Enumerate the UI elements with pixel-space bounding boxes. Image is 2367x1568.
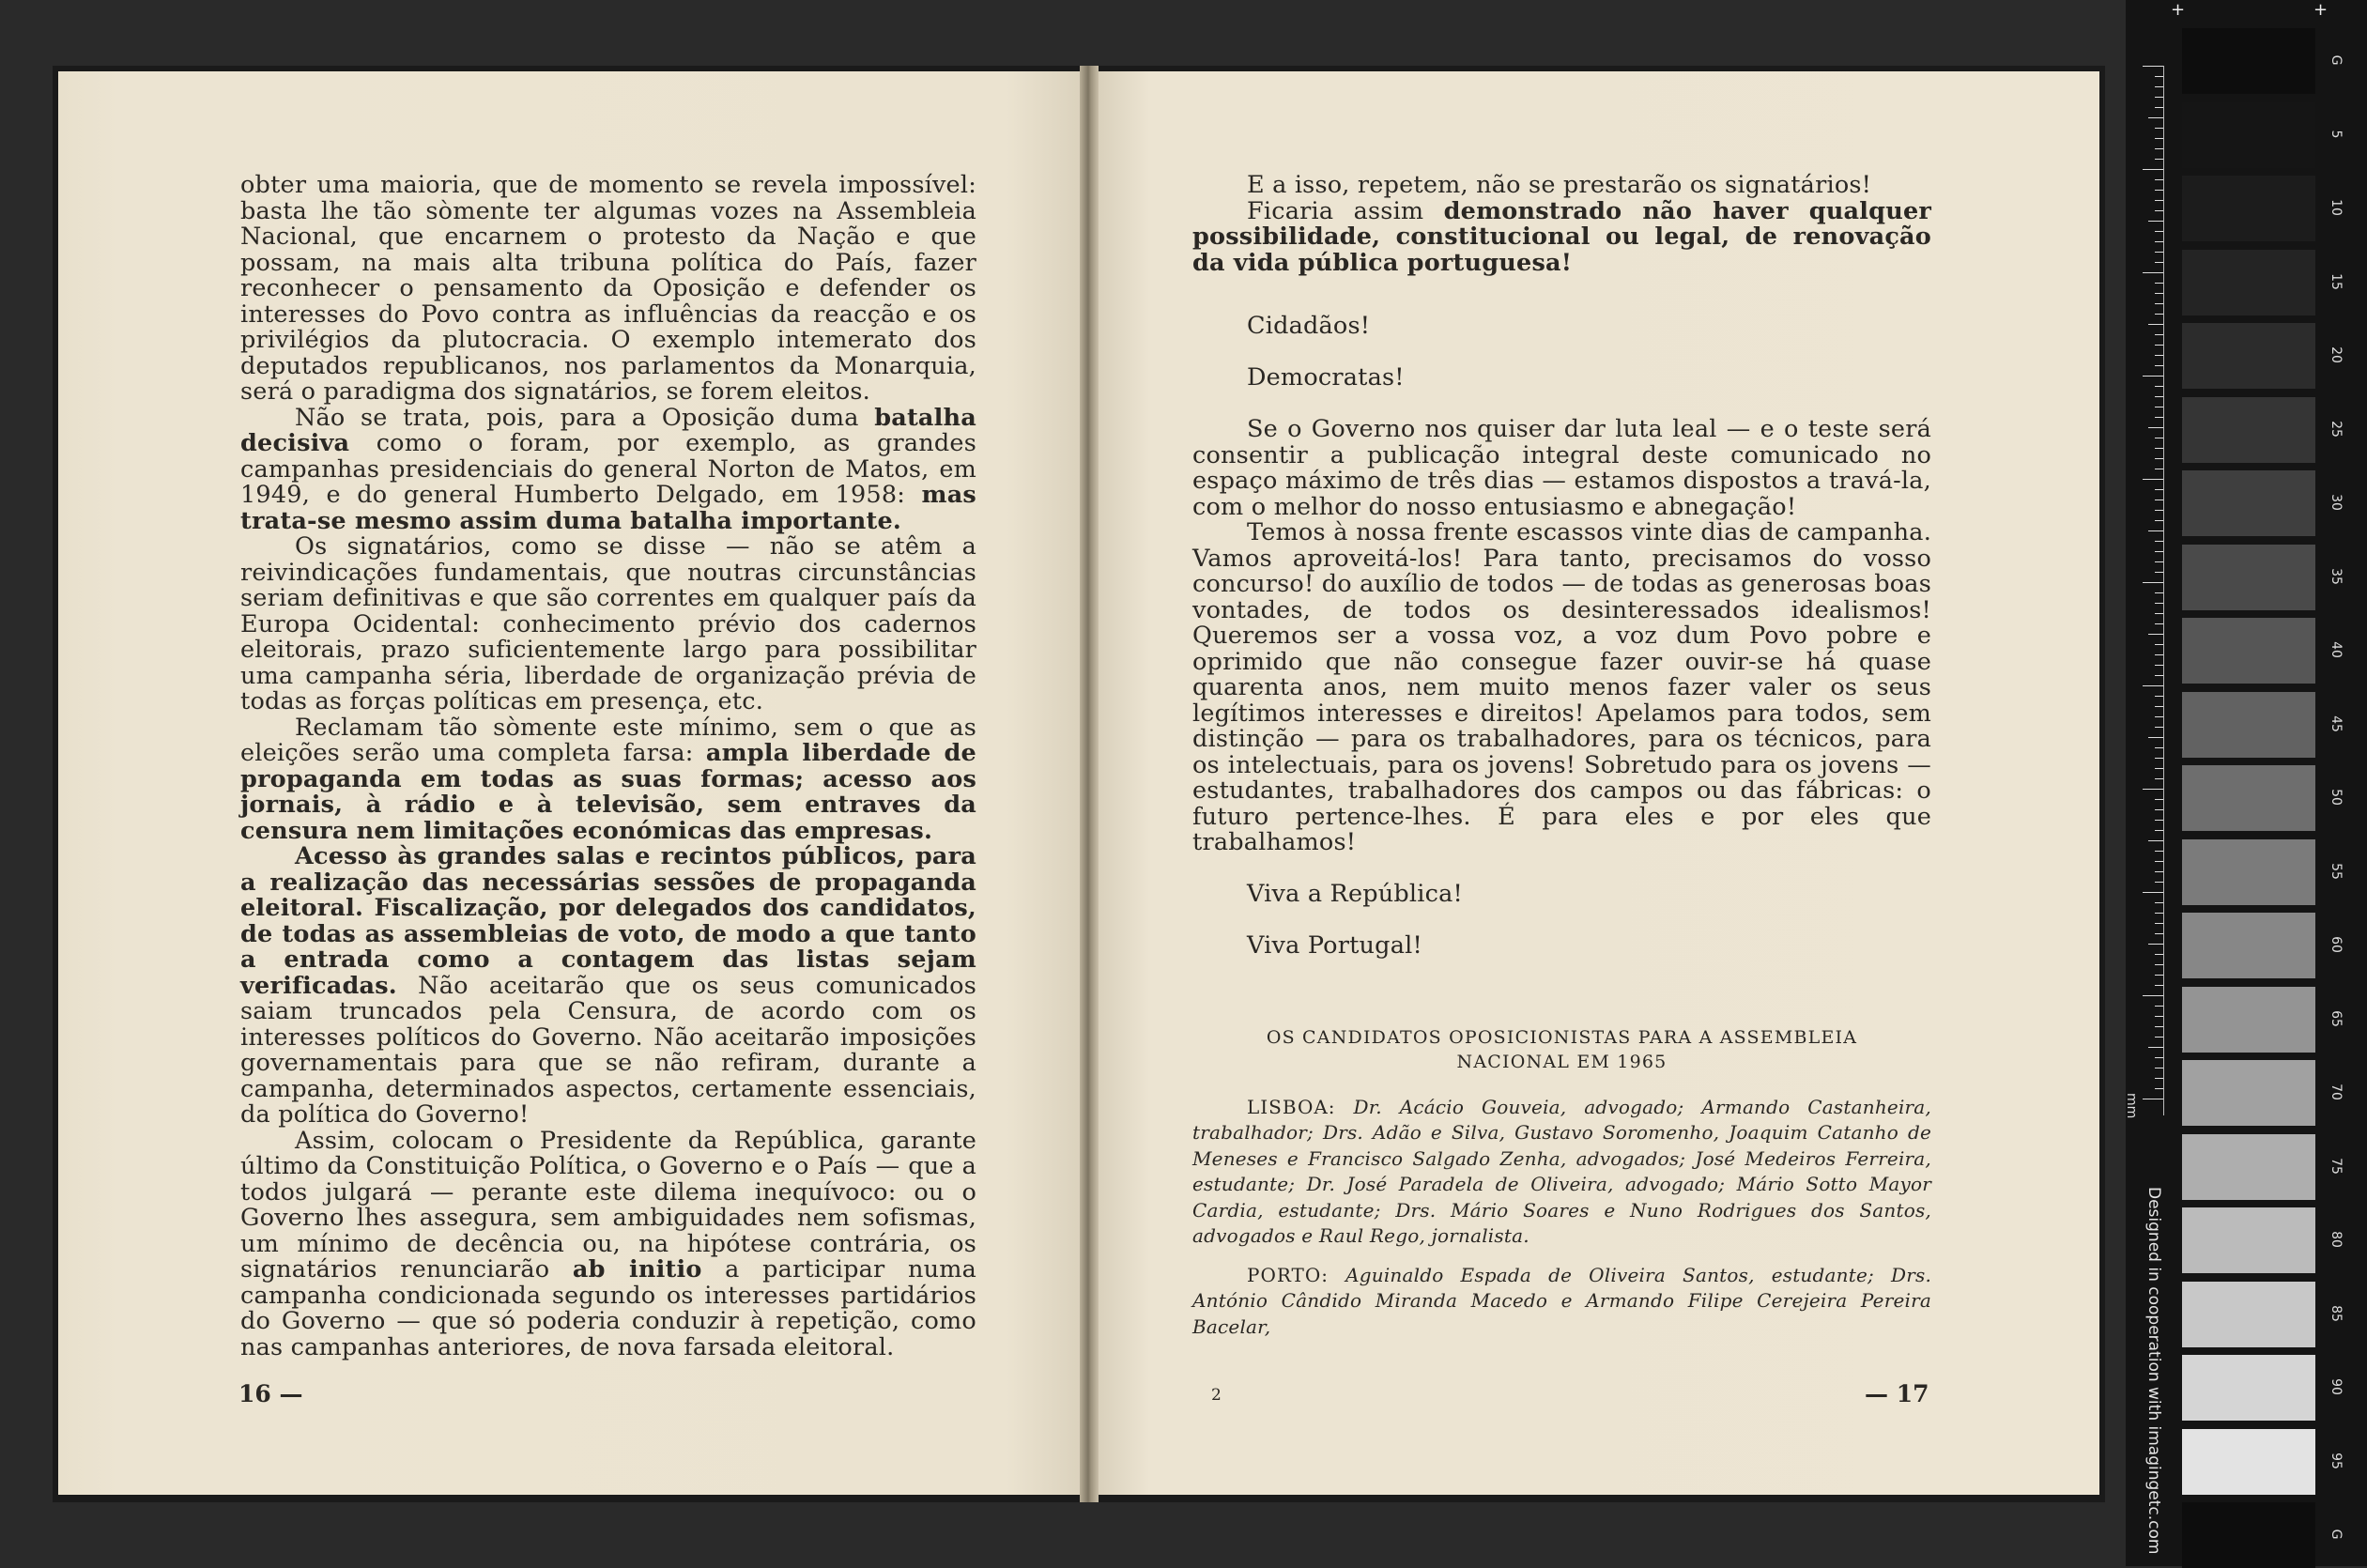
ruler-tick <box>2155 138 2163 139</box>
ruler-tick <box>2148 840 2163 841</box>
ruler-tick <box>2148 1047 2163 1048</box>
gray-patch-label: 60 <box>2329 936 2344 953</box>
gray-patch <box>2182 618 2315 684</box>
ruler-tick <box>2148 530 2163 531</box>
ruler-tick <box>2155 985 2163 986</box>
salutation-citizens: Cidadãos! <box>1247 312 1371 340</box>
place-lisboa: LISBOA: <box>1247 1095 1336 1118</box>
gray-patch-label: 35 <box>2329 567 2344 585</box>
gray-patch-label: 85 <box>2329 1304 2344 1322</box>
ruler-tick <box>2148 737 2163 738</box>
gray-patch-label: G <box>2329 54 2344 66</box>
gray-patch <box>2182 1134 2315 1200</box>
ruler-tick <box>2155 768 2163 769</box>
signature-mark: 2 <box>1211 1386 1222 1405</box>
gray-patch-label: 80 <box>2329 1231 2344 1248</box>
ruler-tick <box>2155 716 2163 717</box>
ruler-tick <box>2148 634 2163 635</box>
left-paragraph-5: Acesso às grandes salas e recintos públicos, para a realização das necessárias sessões de propaganda eleitoral. Fiscalização, por delegados dos candidatos, de todas as assembleias de voto, de modo a que tanto a entrada como a contagem das listas sejam verificadas. Não aceitarão que os seus comunicados saiam truncados pela Censura, de acordo com os interesses políticos do Governo. Não aceitarão imposições governamentais para que se não refiram, durante a campanha, determinados aspectos, certamente essenciais, da política do Governo! <box>240 842 976 1129</box>
right-intro-paragraph-2: Ficaria assim demonstrado não haver qualquer possibilidade, constitucional ou legal, de renovação da vida pública portuguesa! <box>1192 196 1931 277</box>
gray-patch <box>2182 28 2315 94</box>
gray-patch-label: 75 <box>2329 1157 2344 1175</box>
ruler-tick <box>2155 923 2163 924</box>
ruler-tick <box>2155 386 2163 387</box>
gray-patch <box>2182 1207 2315 1273</box>
ruler-tick <box>2155 747 2163 748</box>
chart-credit: Designed in cooperation with imagingetc.com <box>2144 1187 2163 1555</box>
ruler-tick <box>2155 210 2163 211</box>
ruler-tick <box>2155 76 2163 77</box>
ruler-tick <box>2155 1026 2163 1027</box>
ruler-tick <box>2155 510 2163 511</box>
ruler-tick <box>2143 479 2163 480</box>
candidates-heading: OS CANDIDATOS OPOSICIONISTAS PARA A ASSEMBLEIA NACIONAL EM 1965 <box>1266 1026 1858 1072</box>
gray-patch <box>2182 323 2315 389</box>
ruler-tick <box>2143 66 2163 67</box>
ruler-tick <box>2155 665 2163 666</box>
ruler-tick <box>2155 148 2163 149</box>
gray-patch <box>2182 176 2315 241</box>
ruler-tick <box>2155 675 2163 676</box>
ruler-tick <box>2155 696 2163 697</box>
ruler-tick <box>2155 1037 2163 1038</box>
closing-portugal: Viva Portugal! <box>1247 931 1422 960</box>
right-page-body <box>1192 173 1931 1340</box>
ruler-tick <box>2155 1016 2163 1017</box>
gray-patch-label: 5 <box>2329 130 2344 138</box>
ruler-tick <box>2155 561 2163 562</box>
left-paragraph-3: Os signatários, como se disse — não se atêm a reivindicações fundamentais, que noutras circunstâncias seriam definitivas e que são correntes em qualquer país da Europa Ocidental: conhecimento prévio dos cadernos eleitorais, prazo suficientemente largo para possibilitar uma campanha séria, liberdade de organização prévia de todas as forças políticas em presença, etc. <box>240 532 976 715</box>
ruler-tick <box>2155 778 2163 779</box>
gray-patch-label: G <box>2329 1529 2344 1540</box>
ruler-tick <box>2155 830 2163 831</box>
ruler-tick <box>2143 685 2163 686</box>
ruler-tick <box>2143 582 2163 583</box>
ruler-tick <box>2155 365 2163 366</box>
ruler-tick <box>2143 272 2163 273</box>
right-appeal-paragraph-1: Se o Governo nos quiser dar luta leal — e o teste será consentir a publicação integral deste comunicado no espaço máximo de três dias — estamos dispostos a travá-la, com o melhor do nosso entusiasmo e abnegação! <box>1192 415 1931 521</box>
gray-patch-label: 20 <box>2329 346 2344 363</box>
gray-patch <box>2182 1060 2315 1126</box>
ruler-tick <box>2148 944 2163 945</box>
gray-patch <box>2182 397 2315 463</box>
ruler-tick <box>2148 324 2163 325</box>
ruler-tick <box>2155 644 2163 645</box>
ruler-tick <box>2155 200 2163 201</box>
gray-patch-label: 95 <box>2329 1452 2344 1469</box>
ruler-tick <box>2155 871 2163 872</box>
gray-patch-label: 50 <box>2329 789 2344 806</box>
ruler-tick <box>2143 789 2163 790</box>
left-paragraph-6: Assim, colocam o Presidente da República, garante último da Constituição Política, o Governo e o País — que a todos julgará — perante este dilema inequívoco: ou o Governo lhes assegura, sem ambiguidades nem sofismas, um mínimo de decência ou, na hipótese contrária, os signatários renunciarão ab initio a participar numa campanha condicionada segundo os interesses partidários do Governo — que só poderia conduzir à repetição, como nas campanhas anteriores, de nova farsada eleitoral. <box>240 1126 977 1361</box>
ruler-tick <box>2155 190 2163 191</box>
ruler-tick <box>2155 933 2163 934</box>
mm-ruler <box>2135 66 2164 1115</box>
ruler-tick <box>2155 345 2163 346</box>
ruler-tick <box>2155 820 2163 821</box>
right-appeal-paragraph-2: Temos à nossa frente escassos vinte dias de campanha. Vamos aproveitá-los! Para tanto, precisamos do vosso concurso! do auxílio de todos — de todas as generosas boas vontades, de todos os desinteressados idealismos! Queremos ser a vossa voz, a voz dum Povo pobre e oprimido que não consegue fazer ouvir-se há quase quarenta anos, nem muito menos fazer valer os seus legítimos interesses e direitos! Apelamos para todos, sem distinção — para os trabalhadores, para os técnicos, para os intelectuais, para os jovens! Sobretudo para os jovens — estudantes, trabalhadores dos campos ou das fábricas: o futuro pertence-lhes. É para eles e por eles que trabalhamos! <box>1192 518 1931 856</box>
ruler-tick <box>2155 541 2163 542</box>
gray-patch <box>2182 765 2315 831</box>
gray-patch <box>2182 545 2315 610</box>
ruler-tick <box>2155 861 2163 862</box>
ruler-tick <box>2143 169 2163 170</box>
ruler-tick <box>2155 758 2163 759</box>
left-page-body <box>240 173 976 1360</box>
gray-patch-label: 40 <box>2329 641 2344 658</box>
ruler-tick <box>2155 252 2163 253</box>
ruler-tick <box>2155 975 2163 976</box>
candidates-lisboa <box>1192 1095 1931 1250</box>
ruler-tick <box>2155 262 2163 263</box>
ruler-tick <box>2155 489 2163 490</box>
right-intro-paragraphs <box>1192 173 1931 276</box>
ruler-tick <box>2155 179 2163 180</box>
page-number-left: 16 — <box>238 1380 303 1407</box>
ruler-tick <box>2155 293 2163 294</box>
gray-patch-label: 55 <box>2329 862 2344 880</box>
color-calibration-chart <box>2126 0 2367 1566</box>
candidates-porto <box>1192 1263 1931 1341</box>
left-paragraph-1: obter uma maioria, que de momento se revela impossível: basta lhe tão sòmente ter algumas vozes na Assembleia Nacional, que encarnem o protesto da Nação e que possam, na mais alta tribuna política do País, fazer reconhecer o pensamento da Oposição e defender os interesses do Povo contra as influências da reacção e os privilégios da plutocracia. O exemplo intemerato dos deputados republicanos, nos parlamentos da Monarquia, será o paradigma dos signatários, se forem eleitos. <box>240 171 976 406</box>
gray-patch <box>2182 470 2315 536</box>
gray-patch-label: 45 <box>2329 715 2344 732</box>
ruler-tick <box>2155 97 2163 98</box>
left-paragraph-4: Reclamam tão sòmente este mínimo, sem o que as eleições serão uma completa farsa: ampla liberdade de propaganda em todas as suas formas; acesso aos jornais, à rádio e à televisão, sem entraves da censura nem limitações económicas das empresas. <box>240 713 976 845</box>
ruler-tick <box>2155 355 2163 356</box>
right-appeal-paragraphs <box>1192 417 1931 856</box>
ruler-tick <box>2155 851 2163 852</box>
gray-patch <box>2182 250 2315 315</box>
ruler-tick <box>2155 241 2163 242</box>
names-porto: Aguinaldo Espada de Oliveira Santos, estudante; Drs. António Cândido Miranda Macedo e Armando Filipe Cerejeira Pereira Bacelar, <box>1192 1263 1932 1338</box>
ruler-tick <box>2155 603 2163 604</box>
gray-patch-label: 65 <box>2329 1009 2344 1027</box>
ruler-tick <box>2155 1088 2163 1089</box>
gray-patch <box>2182 1429 2315 1495</box>
right-intro-paragraph-1: E a isso, repetem, não se prestarão os signatários! <box>1247 171 1872 199</box>
ruler-tick <box>2155 417 2163 418</box>
gray-patch-label: 90 <box>2329 1378 2344 1395</box>
ruler-tick <box>2155 727 2163 728</box>
registration-mark-left: + <box>2171 0 2186 20</box>
ruler-tick <box>2155 448 2163 449</box>
ruler-tick <box>2155 86 2163 87</box>
ruler-tick <box>2155 520 2163 521</box>
gray-patch <box>2182 987 2315 1053</box>
ruler-tick <box>2155 458 2163 459</box>
gray-patch-label: 70 <box>2329 1084 2344 1100</box>
ruler-tick <box>2155 954 2163 955</box>
ruler-tick <box>2155 334 2163 335</box>
ruler-tick <box>2143 995 2163 996</box>
left-paragraph-2: Não se trata, pois, para a Oposição duma batalha decisiva como o foram, por exemplo, as grandes campanhas presidenciais do general Norton de Matos, em 1949, e do general Humberto Delgado, em 1958: mas trata-se mesmo assim duma batalha importante. <box>240 403 976 535</box>
place-porto: PORTO: <box>1247 1263 1330 1286</box>
ruler-tick <box>2155 1057 2163 1058</box>
gray-patch <box>2182 839 2315 905</box>
ruler-tick <box>2155 159 2163 160</box>
gray-patch <box>2182 1282 2315 1347</box>
ruler-tick <box>2155 809 2163 810</box>
gray-patch <box>2182 692 2315 758</box>
ruler-tick <box>2155 654 2163 655</box>
ruler-tick <box>2148 221 2163 222</box>
registration-mark-right: + <box>2313 0 2329 20</box>
ruler-unit-label: mm <box>2124 1093 2139 1119</box>
ruler-tick <box>2155 303 2163 304</box>
ruler-tick <box>2155 107 2163 108</box>
ruler-tick <box>2143 376 2163 377</box>
ruler-tick <box>2148 427 2163 428</box>
ruler-tick <box>2155 706 2163 707</box>
ruler-tick <box>2155 623 2163 624</box>
ruler-tick <box>2155 1006 2163 1007</box>
gray-patch-label: 25 <box>2329 420 2344 438</box>
ruler-tick <box>2155 1078 2163 1079</box>
page-number-right: — 17 <box>1865 1380 1929 1407</box>
book-gutter <box>1080 66 1099 1502</box>
right-page <box>1089 71 2099 1495</box>
salutation-democrats: Democratas! <box>1247 363 1405 392</box>
ruler-tick <box>2155 396 2163 397</box>
gray-patch <box>2182 1355 2315 1421</box>
gray-patch-label: 10 <box>2329 199 2344 216</box>
ruler-tick <box>2155 964 2163 965</box>
ruler-tick <box>2148 117 2163 118</box>
gray-patch-label: 30 <box>2329 494 2344 511</box>
ruler-tick <box>2155 902 2163 903</box>
ruler-tick <box>2155 128 2163 129</box>
names-lisboa: Dr. Acácio Gouveia, advogado; Armando Castanheira, trabalhador; Drs. Adão e Silva, Gustavo Soromenho, Joaquim Catanho de Meneses e Francisco Salgado Zenha, advogados; José Medeiros Ferreira, estudante; Dr. José Paradela de Oliveira, advogado; Mário Sotto Mayor Cardia, estudante; Drs. Mário Soares e Nuno Rodrigues dos Santos, advogados e Raul Rego, jornalista. <box>1192 1095 1931 1247</box>
gray-patch-label: 15 <box>2329 272 2344 290</box>
gray-patch <box>2182 102 2315 168</box>
gray-patch <box>2182 1502 2315 1568</box>
ruler-tick <box>2155 799 2163 800</box>
closing-republic: Viva a República! <box>1247 880 1463 908</box>
ruler-tick <box>2155 882 2163 883</box>
ruler-tick <box>2155 572 2163 573</box>
gray-patch <box>2182 913 2315 978</box>
left-page <box>58 71 1089 1495</box>
ruler-tick <box>2155 314 2163 315</box>
ruler-tick <box>2155 592 2163 593</box>
ruler-tick <box>2155 913 2163 914</box>
ruler-tick <box>2155 551 2163 552</box>
ruler-tick <box>2155 283 2163 284</box>
ruler-tick <box>2143 892 2163 893</box>
ruler-tick <box>2155 231 2163 232</box>
ruler-tick <box>2155 613 2163 614</box>
